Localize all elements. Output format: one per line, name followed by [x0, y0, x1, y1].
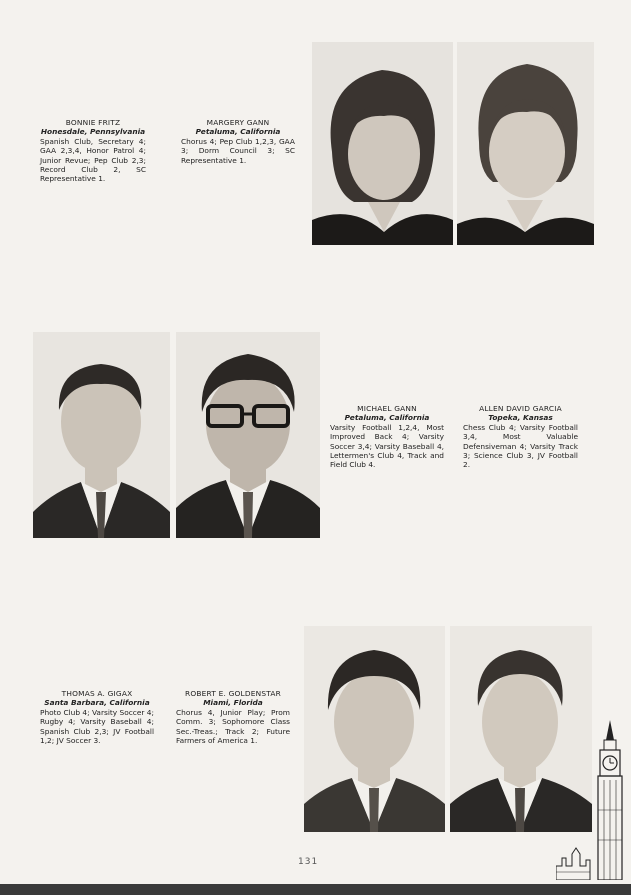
portrait-photo-allen-david-garcia: [176, 332, 320, 538]
student-activities: Photo Club 4; Varsity Soccer 4; Rugby 4; Varsity Baseball 4; Spanish Club 2,3; JV Football 1,2; JV Soccer 3.: [40, 707, 154, 746]
student-hometown: Miami, Florida: [203, 698, 263, 708]
page-number: 131: [298, 857, 319, 867]
portrait-photo-robert-goldenstar: [450, 626, 592, 832]
student-hometown: Santa Barbara, California: [44, 698, 150, 708]
student-name: MARGERY GANN: [206, 118, 270, 127]
skyline-illustration: [556, 840, 631, 880]
portrait-photo-margery-gann: [457, 42, 594, 245]
student-activities: Chorus 4, Junior Play; Prom Comm. 3; Sophomore Class Sec.-Treas.; Track 2; Future Farmers of America 1.: [176, 707, 290, 746]
student-bio-allen-david-garcia: [463, 404, 578, 470]
student-name: ALLEN DAVID GARCIA: [479, 404, 562, 413]
student-bio-thomas-gigax: [40, 689, 154, 745]
student-activities: Spanish Club, Secretary 4; GAA 2,3,4, Honor Patrol 4; Junior Revue; Pep Club 2,3; Record Club 2, SC Representative 1.: [40, 136, 146, 184]
student-bio-bonnie-fritz: [40, 118, 146, 184]
student-name: ROBERT E. GOLDENSTAR: [185, 689, 281, 698]
student-name: BONNIE FRITZ: [65, 118, 121, 127]
student-name: MICHAEL GANN: [357, 404, 417, 413]
portrait-photo-bonnie-fritz: [312, 42, 453, 245]
student-name: THOMAS A. GIGAX: [61, 689, 133, 698]
student-bio-margery-gann: [181, 118, 295, 165]
student-bio-robert-goldenstar: [176, 689, 290, 745]
student-activities: Chess Club 4; Varsity Football 3,4, Most Valuable Defensiveman 4; Varsity Track 3; Science Club 3, JV Football 2.: [463, 422, 578, 470]
student-bio-michael-gann: [330, 404, 444, 470]
student-hometown: Honesdale, Pennsylvania: [40, 127, 146, 137]
student-activities: Varsity Football 1,2,4, Most Improved Back 4; Varsity Soccer 3,4; Varsity Baseball 4, Lettermen's Club 4, Track and Field Club 4.: [330, 422, 444, 470]
student-hometown: Topeka, Kansas: [488, 413, 553, 423]
student-hometown: Petaluma, California: [195, 127, 281, 137]
portrait-photo-thomas-gigax: [304, 626, 445, 832]
scan-edge: [0, 884, 631, 895]
student-hometown: Petaluma, California: [344, 413, 430, 423]
portrait-photo-michael-gann: [33, 332, 170, 538]
student-activities: Chorus 4; Pep Club 1,2,3, GAA 3; Dorm Council 3; SC Representative 1.: [181, 136, 295, 165]
